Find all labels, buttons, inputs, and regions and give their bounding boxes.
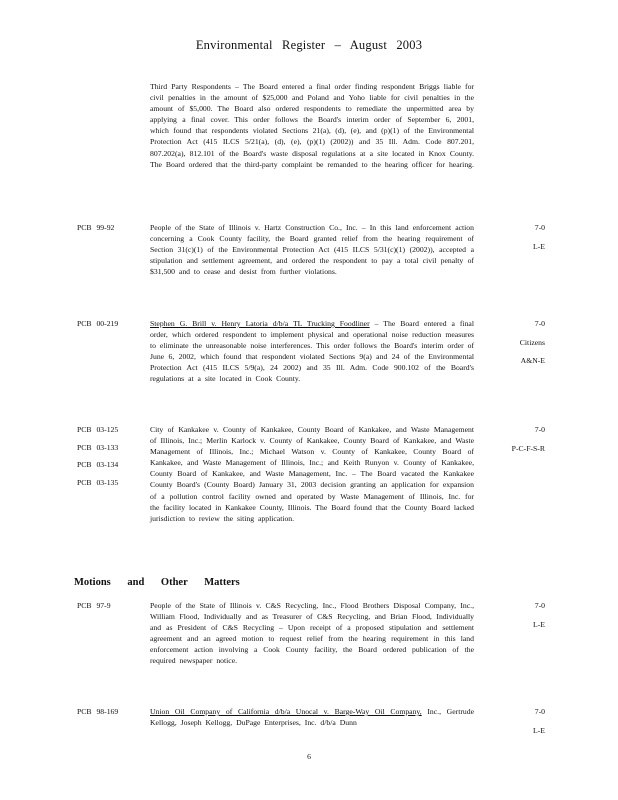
docket-list — [77, 222, 145, 240]
docket-number: PCB 03-134 — [77, 460, 119, 470]
case-summary: City of Kankakee v. County of Kankakee, County Board of Kankakee, and Waste Management of Illinois, Inc.; Merlin Karlock v. County of Kankakee, County Board of Kankakee, and Waste Management of Illinois, Inc.; Michael Watson v. County of Kankakee, County Board of Kankakee, and Waste Management of Illinois, Inc.; and Keith Runyon v. County of Kankakee, County Board of Kankakee, and Waste Management, Inc. – The Board vacated the Kankakee County Board's (County Board) January 31, 2003 decision granting an application for expansion of a pollution control facility owned and operated by Waste Management of Illinois, Inc. for the facility located in Kankakee County, Illinois. The Board found that the County Board lacked jurisdiction to review the siting application. — [150, 425, 474, 523]
docket-number: PCB 03-133 — [77, 442, 119, 452]
case-type: L-E — [533, 725, 545, 735]
case-summary: People of the State of Illinois v. Hartz Construction Co., Inc. – In this land enforcement action concerning a Cook County facility, the Board granted relief from the hearing requirement of Section 31(c)(1) of the Environmental Protection Act (415 ILCS 5/31(c)(1) (2002)), accepted a stipulation and settlement agreement, and ordered the respondent to pay a total civil penalty of $31,500 and to cease and desist from further violations. — [150, 223, 474, 277]
vote-count: 7-0 — [534, 319, 545, 328]
vote-count: 7-0 — [534, 707, 545, 716]
case-title: Union Oil Company of California d/b/a Unocal v. Barge-Way Oil Company, — [150, 707, 422, 716]
page-number: 6 — [307, 752, 311, 761]
docket-list — [77, 706, 145, 724]
case-summary — [150, 318, 474, 385]
intro-paragraph: Third Party Respondents – The Board entered a final order finding respondent Briggs liable for civil penalties in the amount of $25,000 and Poland and Yoho liable for civil penalties in the amount of $5,000. The Board also ordered respondents to remediate the unpermitted area by applying a final cover. This order follows the Board's interim order of September 6, 2001, which found that respondents violated Sections 21(a), (d), (e), and (p)(1) of the Environmental Protection Act (415 ILCS 5/21(a), (d), (e), (p)(1) (2002)) and 35 Ill. Adm. Code 807.201, 807.202(a), 812.101 of the Board's waste disposal regulations at a site located in Knox County. The Board ordered that the third-party complaint be remanded to the hearing officer for hearing. — [150, 82, 474, 169]
vote-count: 7-0 — [534, 223, 545, 232]
docket-number: PCB 03-135 — [77, 478, 119, 488]
docket-list — [77, 600, 145, 618]
case-type: L-E — [533, 241, 545, 251]
vote-info — [485, 318, 545, 374]
case-type: P-C-F-S-R — [511, 443, 545, 453]
motion-summary-text: Inc., Gertrude Kellogg, Joseph Kellogg, DuPage Enterprises, Inc. d/b/a Dunn — [150, 707, 474, 728]
vote-info — [485, 222, 545, 259]
case-summary-text: – The Board entered a final order, which ordered respondent to implement physical and operational noise reduction measures to eliminate the unreasonable noise interferences. This order follows the Board's interim order of June 6, 2002, which found that respondent violated Sections 9(a) and 24 of the Environmental Protection Act (415 ILCS 5/9(a), 24 2002) and 35 Ill. Adm. Code 900.102 of the Board's regulations at a site located in Cook County. — [150, 319, 474, 384]
case-title: Stephen G. Brill v. Henry Latoria d/b/a TL Trucking Foodliner — [150, 319, 370, 328]
docket-number: PCB 98-169 — [77, 707, 119, 716]
docket-number: PCB 97-9 — [77, 601, 111, 610]
vote-info — [485, 706, 545, 743]
vote-info — [485, 424, 545, 461]
vote-count: 7-0 — [534, 425, 545, 434]
motion-summary — [150, 706, 474, 728]
vote-count: 7-0 — [534, 601, 545, 610]
case-type: L-E — [533, 619, 545, 629]
page-header: Environmental Register – August 2003 — [195, 38, 423, 52]
docket-number: PCB 03-125 — [77, 425, 119, 434]
section-heading: Motions and Other Matters — [74, 577, 240, 588]
motion-summary: People of the State of Illinois v. C&S Recycling, Inc., Flood Brothers Disposal Company, Inc., William Flood, Individually and as Treasurer of C&S Recycling, and Brian Flood, Individually and as President of C&S Recycling – Upon receipt of a proposed stipulation and settlement agreement and an agreed motion to request relief from the hearing requirement in this land enforcement action involving a Cook County facility, the Board ordered publication of the required newspaper notice. — [150, 601, 474, 666]
case-type: Citizens — [519, 337, 545, 347]
docket-number: PCB 99-92 — [77, 223, 115, 232]
docket-list — [77, 424, 145, 495]
docket-number: PCB 00-219 — [77, 319, 119, 328]
case-subtype: A&N-E — [520, 356, 545, 366]
docket-list — [77, 318, 145, 336]
vote-info — [485, 600, 545, 637]
